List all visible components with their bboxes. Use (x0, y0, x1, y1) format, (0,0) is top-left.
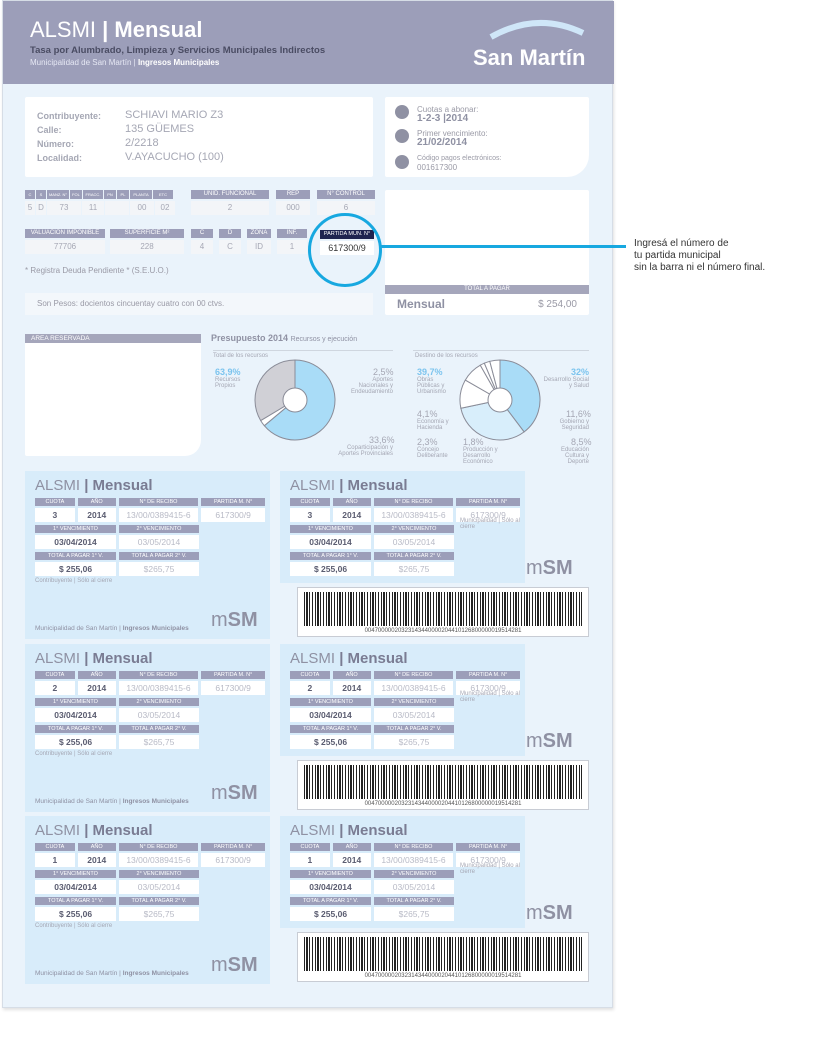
stub-total-2: $265,75 (374, 735, 454, 749)
stub-cuota: 3 (290, 508, 330, 522)
vencimiento-value: 21/02/2014 (417, 137, 468, 148)
stub-partida: 617300/9 (456, 508, 520, 522)
contributor-card (25, 97, 373, 177)
grid-header: PN (104, 190, 116, 199)
stub-due-1: 03/04/2014 (35, 708, 116, 722)
stub-due-1: 03/04/2014 (35, 880, 116, 894)
payment-info-card (385, 97, 589, 177)
msm-logo: mSM (526, 902, 573, 924)
stub-receipt: 13/00/0389415-6 (374, 681, 454, 695)
stub-receipt: 13/00/0389415-6 (374, 508, 454, 522)
stub-total-2: $265,75 (119, 735, 199, 749)
stub-year: 2014 (78, 853, 116, 867)
stub-total-2: $265,75 (374, 562, 454, 576)
stub-total-1: $ 255,06 (290, 735, 371, 749)
barcode-bars (304, 592, 582, 626)
pie-right-label-1: 39,7% (417, 367, 443, 377)
callout-highlight-circle (308, 213, 382, 287)
deuda-note: * Registra Deuda Pendiente * (S.E.U.O.) (25, 266, 169, 275)
total-card (385, 190, 589, 315)
pie-left-label-3: 33,6% (369, 435, 395, 445)
key-icon (395, 155, 409, 169)
grid-header: FRACC. (83, 190, 103, 199)
grid-header: C (25, 190, 35, 199)
grid-header: S (36, 190, 46, 199)
stub-year: 2014 (78, 508, 116, 522)
stub-due-1: 03/04/2014 (290, 535, 371, 549)
stub-year: 2014 (333, 508, 371, 522)
pie-right-label-4: 11,6% (566, 409, 591, 419)
payment-stub: ALSMI | Mensual CUOTA AÑO N° DE RECIBO PARTIDA M. N° 1 2014 13/00/0389415-6 617300/9 1° VENCIMIENTO 2° VENCIMIENTO 03/04/2014 03/05/2014 TOTAL A PAGAR 1° V. TOTAL A PAGAR 2° V. $ 255,06 $265,75 Contribuyente | Sólo al cierre Municipalidad de San Martín | Ingresos Municipales mSM (25, 816, 270, 984)
grid-header: FOL (70, 190, 82, 199)
grid-value: 00 (130, 201, 154, 215)
san-martin-logo: San Martín (473, 45, 586, 70)
right-chart-title: Destino de los recursos (415, 353, 478, 359)
stub-year: 2014 (333, 681, 371, 695)
left-chart-title: Total de los recursos (213, 353, 269, 359)
stub-receipt: 13/00/0389415-6 (119, 508, 199, 522)
grid-header: ETC (153, 190, 173, 199)
calendar-icon (395, 105, 409, 119)
stub-title: ALSMI | Mensual (35, 650, 153, 667)
cuotas-label: Cuotas a abonar: (417, 105, 479, 114)
barcode-bars (304, 937, 582, 971)
contributor-label: Localidad: (37, 153, 83, 163)
stub-title: ALSMI | Mensual (290, 822, 408, 839)
logo-arc-icon (489, 17, 585, 41)
contributor-label: Calle: (37, 125, 62, 135)
grid-value (105, 201, 129, 215)
barcode (297, 760, 589, 810)
stub-partida: 617300/9 (201, 853, 265, 867)
codigo-value: 001617300 (417, 163, 458, 172)
partida-municipal: PARTIDA MUN. N° 617300/9 (320, 230, 374, 255)
calendar-icon (395, 129, 409, 143)
pie-left-label-2: 2,5% (373, 367, 394, 377)
stub-due-2: 03/05/2014 (119, 708, 199, 722)
zona-cell: ZONA ID (247, 229, 271, 254)
barcode (297, 932, 589, 982)
stub-partida: 617300/9 (201, 508, 265, 522)
contributor-label: Contribuyente: (37, 111, 101, 121)
stub-title: ALSMI | Mensual (35, 477, 153, 494)
stub-due-1: 03/04/2014 (290, 708, 371, 722)
pie-right-label-6: 1,8% (463, 437, 484, 447)
msm-logo: mSM (211, 609, 258, 631)
stub-due-2: 03/05/2014 (119, 535, 199, 549)
stub-cuota: 1 (290, 853, 330, 867)
budget-divider (413, 350, 589, 351)
rep: REP 000 (276, 190, 310, 215)
msm-logo: mSM (211, 954, 258, 976)
contributor-value: V.AYACUCHO (100) (125, 151, 224, 163)
invoice-header (3, 1, 614, 84)
barcode-bars (304, 765, 582, 799)
area-reservada: AREA RESERVADA (25, 334, 201, 456)
contributor-value: 135 GÜEMES (125, 123, 195, 135)
stub-muni: Municipalidad de San Martín | Ingresos Municipales (35, 970, 189, 977)
stub-total-1: $ 255,06 (35, 735, 116, 749)
pie-hole (488, 388, 512, 412)
stub-title: ALSMI | Mensual (35, 822, 153, 839)
stub-receipt: 13/00/0389415-6 (119, 681, 199, 695)
grid-value: D (36, 201, 46, 215)
d-cell: D C (219, 229, 241, 254)
stub-year: 2014 (78, 681, 116, 695)
grid-header: MANZ. N° (48, 192, 68, 197)
msm-logo: mSM (526, 730, 573, 752)
grid-value: 02 (155, 201, 175, 215)
barcode-number: 00470000020323143440000204410126800000019514281 (364, 801, 522, 807)
pie-right-label-2: 32% (571, 367, 590, 377)
contributor-value: 2/2218 (125, 137, 159, 149)
grid-value: 73 (47, 201, 81, 215)
stub-total-1: $ 255,06 (290, 907, 371, 921)
stub-title: ALSMI | Mensual (290, 477, 408, 494)
cadastral-grid (25, 190, 185, 215)
barcode-number: 00470000020323143440000204410126800000019514281 (364, 628, 522, 634)
budget-title: Presupuesto 2014 Recursos y ejecución (211, 333, 358, 343)
superficie: SUPERFICIE M² 228 (110, 229, 184, 254)
stub-receipt: 13/00/0389415-6 (374, 853, 454, 867)
grid-header: PLANTA (130, 190, 152, 199)
pie-right-label-5: 2,3% (417, 437, 438, 447)
stub-receipt: 13/00/0389415-6 (119, 853, 199, 867)
invoice-document: ALSMI | Mensual Tasa por Alumbrado, Limpieza y Servicios Municipales Indirectos Municipalidad de San Martín | Ingresos Municipales San Martín Contribuyente: SCHIAVI MARIO Z3 Calle: 135 GÜEMES Número: 2/2218 Localidad: V.AYACUCHO (100) Cuotas a abonar: 1-2-3 |2014 Primer vencimiento: 21/02/2014 Código pagos electrónicos: 001617300 C S MANZ. N° FOL FRACC. PN PL PLANTA ETC 5 D 73 11 00 02 UNID. FUNCIONAL 2 REP 000 N° CONTROL 6 VALUACION IMPONIBLE 77706 SUPERFICIE M² 228 C 4 D C ZONA ID INF. 1 PARTIDA MUN. N° 617300/9 * Registra Deuda Pendiente * (S.E.U.O.) Son Pesos: docientos cincuentay cuatro con 00 ctvs. TOTAL A PAGAR Mensual $ 254,00 AREA RESERVADA Presupuesto 2014 Recursos y ejecución Total de los recursos Destino de los recursos 63,9% Recursos Propios 2,5% Aportes Nacionales y Endeudamiento 33,6% Coparticipación y Aportes Provinciales 39,7% Obras Públicas y Urbanismo 32% Desarrollo Social y Salud 4,1% Economía y Hacienda 11,6% Gobierno y Seguridad 2,3% Concejo Deliberante 1,8% Producción y Desarrollo Económico 8,5% Educación Cultura y Deporte ALSMI | Mensual CUOTA AÑO N° DE RECIBO PARTIDA M. N° 3 2014 13/00/0389415-6 617300/9 1° VENCIMIENTO 2° VENCIMIENTO 03/04/2014 03/05/2014 TOTAL A PAGAR 1° V. TOTAL A PAGAR 2° V. $ 255,06 $265,75 Contribuyente | Sólo al cierre Municipalidad de San Martín | Ingresos Municipales mSM ALSMI | Mensual CUOTA AÑO N° DE RECIBO PARTIDA M. N° 3 2014 13/00/0389415-6 617300/9 1° VENCIMIENTO 2° VENCIMIENTO 03/04/2014 03/05/2014 TOTAL A PAGAR 1° V. TOTAL A PAGAR 2° V. $ 255,06 $265,75 Municipalidad | Sólo al cierre mSM 00470000020323143440000204410126800000019514281 ALSMI | Mensual CUOTA AÑO N° DE RECIBO PARTIDA M. N° 2 2014 13/00/0389415-6 617300/9 1° VENCIMIENTO 2° VENCIMIENTO 03/04/2014 03/05/2014 TOTAL A PAGAR 1° V. TOTAL A PAGAR 2° V. $ 255,06 $265,75 Contribuyente | Sólo al cierre Municipalidad de San Martín | Ingresos Municipales mSM ALSMI | Mensual CUOTA AÑO N° DE RECIBO PARTIDA M. N° 2 2014 13/00/0389415-6 617300/9 1° VENCIMIENTO 2° VENCIMIENTO 03/04/2014 03/05/2014 TOTAL A PAGAR 1° V. TOTAL A PAGAR 2° V. $ 255,06 $265,75 Municipalidad | Sólo al cierre mSM 00470000020323143440000204410126800000019514281 ALSMI | Mensual CUOTA AÑO N° DE RECIBO PARTIDA M. N° 1 2014 13/00/0389415-6 617300/9 1° VENCIMIENTO 2° VENCIMIENTO 03/04/2014 03/05/2014 TOTAL A PAGAR 1° V. TOTAL A PAGAR 2° V. $ 255,06 $265,75 Contribuyente | Sólo al cierre Municipalidad de San Martín | Ingresos Municipales mSM ALSMI | Mensual CUOTA AÑO N° DE RECIBO PARTIDA M. N° 1 2014 13/00/0389415-6 617300/9 1° VENCIMIENTO 2° VENCIMIENTO 03/04/2014 03/05/2014 TOTAL A PAGAR 1° V. TOTAL A PAGAR 2° V. $ 255,06 $265,75 Municipalidad | Sólo al cierre mSM 00470000020323143440000204410126800000019514281 (2, 0, 613, 1008)
payment-stub: ALSMI | Mensual CUOTA AÑO N° DE RECIBO PARTIDA M. N° 2 2014 13/00/0389415-6 617300/9 1° VENCIMIENTO 2° VENCIMIENTO 03/04/2014 03/05/2014 TOTAL A PAGAR 1° V. TOTAL A PAGAR 2° V. $ 255,06 $265,75 Municipalidad | Sólo al cierre (280, 644, 525, 756)
stub-total-1: $ 255,06 (35, 907, 116, 921)
destination-pie-chart (458, 358, 542, 442)
pie-right-label-3: 4,1% (417, 409, 438, 419)
stub-due-1: 03/04/2014 (290, 880, 371, 894)
stub-total-1: $ 255,06 (290, 562, 371, 576)
unidad-funcional: UNID. FUNCIONAL 2 (191, 190, 269, 215)
grid-value: 11 (82, 201, 104, 215)
c-cell: C 4 (191, 229, 213, 254)
pie-hole (283, 388, 307, 412)
total-label: TOTAL A PAGAR (385, 285, 589, 294)
stub-title: ALSMI | Mensual (290, 650, 408, 667)
stub-muni: Municipalidad de San Martín | Ingresos Municipales (35, 798, 189, 805)
barcode (297, 587, 589, 637)
payment-stub: ALSMI | Mensual CUOTA AÑO N° DE RECIBO PARTIDA M. N° 2 2014 13/00/0389415-6 617300/9 1° VENCIMIENTO 2° VENCIMIENTO 03/04/2014 03/05/2014 TOTAL A PAGAR 1° V. TOTAL A PAGAR 2° V. $ 255,06 $265,75 Contribuyente | Sólo al cierre Municipalidad de San Martín | Ingresos Municipales mSM (25, 644, 270, 812)
contributor-value: SCHIAVI MARIO Z3 (125, 109, 224, 121)
stub-total-2: $265,75 (374, 907, 454, 921)
budget-divider (213, 350, 393, 351)
header-municipality: Municipalidad de San Martín | Ingresos Municipales (30, 58, 220, 67)
stub-due-1: 03/04/2014 (35, 535, 116, 549)
payment-stub: ALSMI | Mensual CUOTA AÑO N° DE RECIBO PARTIDA M. N° 3 2014 13/00/0389415-6 617300/9 1° VENCIMIENTO 2° VENCIMIENTO 03/04/2014 03/05/2014 TOTAL A PAGAR 1° V. TOTAL A PAGAR 2° V. $ 255,06 $265,75 Contribuyente | Sólo al cierre Municipalidad de San Martín | Ingresos Municipales mSM (25, 471, 270, 639)
payment-stub: ALSMI | Mensual CUOTA AÑO N° DE RECIBO PARTIDA M. N° 1 2014 13/00/0389415-6 617300/9 1° VENCIMIENTO 2° VENCIMIENTO 03/04/2014 03/05/2014 TOTAL A PAGAR 1° V. TOTAL A PAGAR 2° V. $ 255,06 $265,75 Municipalidad | Sólo al cierre (280, 816, 525, 928)
son-pesos: Son Pesos: docientos cincuentay cuatro con 00 ctvs. (25, 293, 373, 315)
total-name: Mensual (397, 297, 446, 311)
stub-due-2: 03/05/2014 (374, 880, 454, 894)
partida-value: 617300/9 (320, 241, 374, 255)
stub-cuota: 3 (35, 508, 75, 522)
stub-partida: 617300/9 (456, 853, 520, 867)
stub-cuota: 2 (290, 681, 330, 695)
stub-due-2: 03/05/2014 (374, 708, 454, 722)
contributor-label: Número: (37, 139, 75, 149)
inf-cell: INF. 1 (277, 229, 307, 254)
stub-total-2: $265,75 (119, 907, 199, 921)
stub-year: 2014 (333, 853, 371, 867)
stub-due-2: 03/05/2014 (374, 535, 454, 549)
callout-note: Ingresá el número de tu partida municipal sin la barra ni el número final. (634, 238, 766, 273)
codigo-label: Código pagos electrónicos: (417, 155, 502, 162)
grid-value: 5 (25, 201, 35, 215)
header-title: ALSMI | Mensual (30, 17, 203, 42)
vencimiento-label: Primer vencimiento: (417, 129, 488, 138)
payment-stub: ALSMI | Mensual CUOTA AÑO N° DE RECIBO PARTIDA M. N° 3 2014 13/00/0389415-6 617300/9 1° VENCIMIENTO 2° VENCIMIENTO 03/04/2014 03/05/2014 TOTAL A PAGAR 1° V. TOTAL A PAGAR 2° V. $ 255,06 $265,75 Municipalidad | Sólo al cierre (280, 471, 525, 583)
valuacion: VALUACION IMPONIBLE 77706 (25, 229, 105, 254)
total-amount: $ 254,00 (538, 299, 577, 310)
pie-left-label-1: 63,9% (215, 367, 241, 377)
stub-total-1: $ 255,06 (35, 562, 116, 576)
header-subtitle: Tasa por Alumbrado, Limpieza y Servicios Municipales Indirectos (30, 45, 326, 56)
barcode-number: 00470000020323143440000204410126800000019514281 (364, 973, 522, 979)
stub-partida: 617300/9 (456, 681, 520, 695)
pie-right-label-7: 8,5% (571, 437, 592, 447)
cuotas-value: 1-2-3 |2014 (417, 113, 469, 124)
stub-muni: Municipalidad de San Martín | Ingresos Municipales (35, 625, 189, 632)
stub-partida: 617300/9 (201, 681, 265, 695)
grid-header: PL (117, 190, 129, 199)
stub-cuota: 2 (35, 681, 75, 695)
msm-logo: mSM (211, 782, 258, 804)
resources-pie-chart (253, 358, 337, 442)
stub-cuota: 1 (35, 853, 75, 867)
stub-due-2: 03/05/2014 (119, 880, 199, 894)
stub-total-2: $265,75 (119, 562, 199, 576)
msm-logo: mSM (526, 557, 573, 579)
callout-line (381, 245, 626, 248)
numero-control: N° CONTROL 6 (317, 190, 375, 215)
